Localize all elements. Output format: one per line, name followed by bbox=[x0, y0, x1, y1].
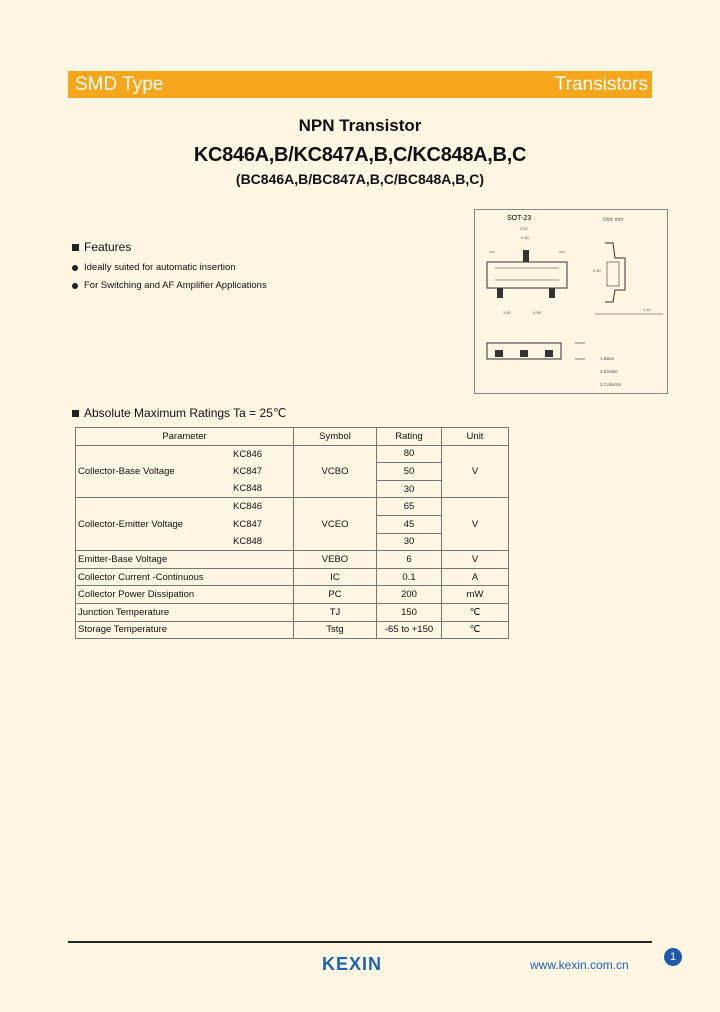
dim-label: 0.45 bbox=[521, 235, 529, 240]
header-type: Transistors bbox=[554, 73, 648, 95]
rating-cell: 150 bbox=[377, 603, 442, 621]
symbol-cell: VEBO bbox=[294, 551, 377, 569]
device-cell: KC846 bbox=[228, 498, 294, 516]
rating-cell: 6 bbox=[377, 551, 442, 569]
dim-label: 1.90 bbox=[503, 310, 511, 315]
symbol-cell: Tstg bbox=[294, 621, 377, 639]
pin-label: 1.Base bbox=[600, 356, 615, 361]
rating-cell: 50 bbox=[377, 463, 442, 481]
table-row bbox=[76, 551, 509, 569]
header-category: SMD Type bbox=[75, 73, 164, 95]
ratings-table bbox=[75, 427, 509, 639]
square-bullet-icon bbox=[72, 244, 79, 251]
table-row bbox=[76, 445, 509, 463]
table-row bbox=[76, 621, 509, 639]
device-cell: KC847 bbox=[233, 465, 263, 477]
unit-cell: V bbox=[442, 498, 509, 551]
ratings-heading-text: Absolute Maximum Ratings Ta = 25℃ bbox=[84, 406, 287, 420]
symbol-cell: PC bbox=[294, 586, 377, 604]
rating-cell: 200 bbox=[377, 586, 442, 604]
param-cell: Storage Temperature bbox=[76, 621, 294, 639]
feature-item bbox=[72, 262, 236, 273]
unit-cell: A bbox=[442, 568, 509, 586]
device-cell: KC846 bbox=[228, 445, 294, 463]
bullet-icon bbox=[72, 283, 78, 289]
unit-cell: ℃ bbox=[442, 621, 509, 639]
rating-cell: 80 bbox=[377, 445, 442, 463]
pin-label: 2.Emitter bbox=[600, 369, 619, 374]
table-row bbox=[76, 586, 509, 604]
device-cell: KC847 bbox=[233, 518, 263, 530]
doc-title: NPN Transistor bbox=[298, 116, 422, 135]
table-row bbox=[76, 568, 509, 586]
col-header: Parameter bbox=[76, 428, 294, 446]
feature-text: For Switching and AF Amplifier Applications bbox=[84, 280, 267, 291]
col-header: Symbol bbox=[294, 428, 377, 446]
symbol-cell: TJ bbox=[294, 603, 377, 621]
footer-divider bbox=[68, 941, 652, 943]
kexin-logo: KEXIN bbox=[322, 954, 383, 974]
param-cell: Collector Power Dissipation bbox=[76, 586, 294, 604]
unit-cell: V bbox=[442, 551, 509, 569]
table-row bbox=[76, 603, 509, 621]
page-number: 1 bbox=[664, 948, 682, 966]
pin-label: 3.Collector bbox=[600, 382, 622, 387]
param-cell: Collector-Emitter Voltage bbox=[76, 498, 229, 551]
dim-label: 2.92 bbox=[520, 226, 528, 231]
col-header: Unit bbox=[442, 428, 509, 446]
table-header-row bbox=[76, 428, 509, 446]
rating-cell: 30 bbox=[377, 480, 442, 498]
symbol-cell: VCEO bbox=[294, 498, 377, 551]
rating-cell: 0.1 bbox=[377, 568, 442, 586]
rating-cell: 30 bbox=[377, 533, 442, 551]
square-bullet-icon bbox=[72, 410, 79, 417]
rating-cell: -65 to +150 bbox=[377, 621, 442, 639]
unit-cell: V bbox=[442, 445, 509, 498]
device-cell: KC848 bbox=[228, 480, 294, 498]
unit-label: Unit: mm bbox=[603, 217, 623, 223]
header-banner bbox=[68, 71, 652, 98]
unit-cell: mW bbox=[442, 586, 509, 604]
param-cell: Collector-Base Voltage bbox=[76, 445, 229, 498]
part-numbers: KC846A,B/KC847A,B,C/KC848A,B,C bbox=[193, 144, 527, 166]
bullet-icon bbox=[72, 265, 78, 271]
rating-cell: 65 bbox=[377, 498, 442, 516]
equivalent-parts: (BC846A,B/BC847A,B,C/BC848A,B,C) bbox=[235, 171, 485, 187]
symbol-cell: IC bbox=[294, 568, 377, 586]
param-cell: Junction Temperature bbox=[76, 603, 294, 621]
feature-item bbox=[72, 280, 267, 291]
col-header: Rating bbox=[377, 428, 442, 446]
ratings-heading bbox=[72, 406, 286, 420]
features-heading bbox=[72, 240, 131, 254]
rating-cell: 45 bbox=[377, 515, 442, 533]
features-heading-text: Features bbox=[84, 240, 132, 254]
package-name: SOT-23 bbox=[507, 215, 532, 222]
unit-cell: ℃ bbox=[442, 603, 509, 621]
feature-text: Ideally suited for automatic insertion bbox=[84, 262, 236, 273]
symbol-cell: VCBO bbox=[294, 445, 377, 498]
dim-label: 2.40 bbox=[593, 268, 601, 273]
param-cell: Collector Current -Continuous bbox=[76, 568, 294, 586]
dim-label: 0.95 bbox=[533, 310, 541, 315]
table-row bbox=[76, 498, 509, 516]
device-cell: KC848 bbox=[228, 533, 294, 551]
package-drawing bbox=[474, 209, 668, 394]
param-cell: Emitter-Base Voltage bbox=[76, 551, 294, 569]
footer-url[interactable]: www.kexin.com.cn bbox=[530, 958, 629, 972]
dim-label: 1.10 bbox=[643, 307, 651, 312]
